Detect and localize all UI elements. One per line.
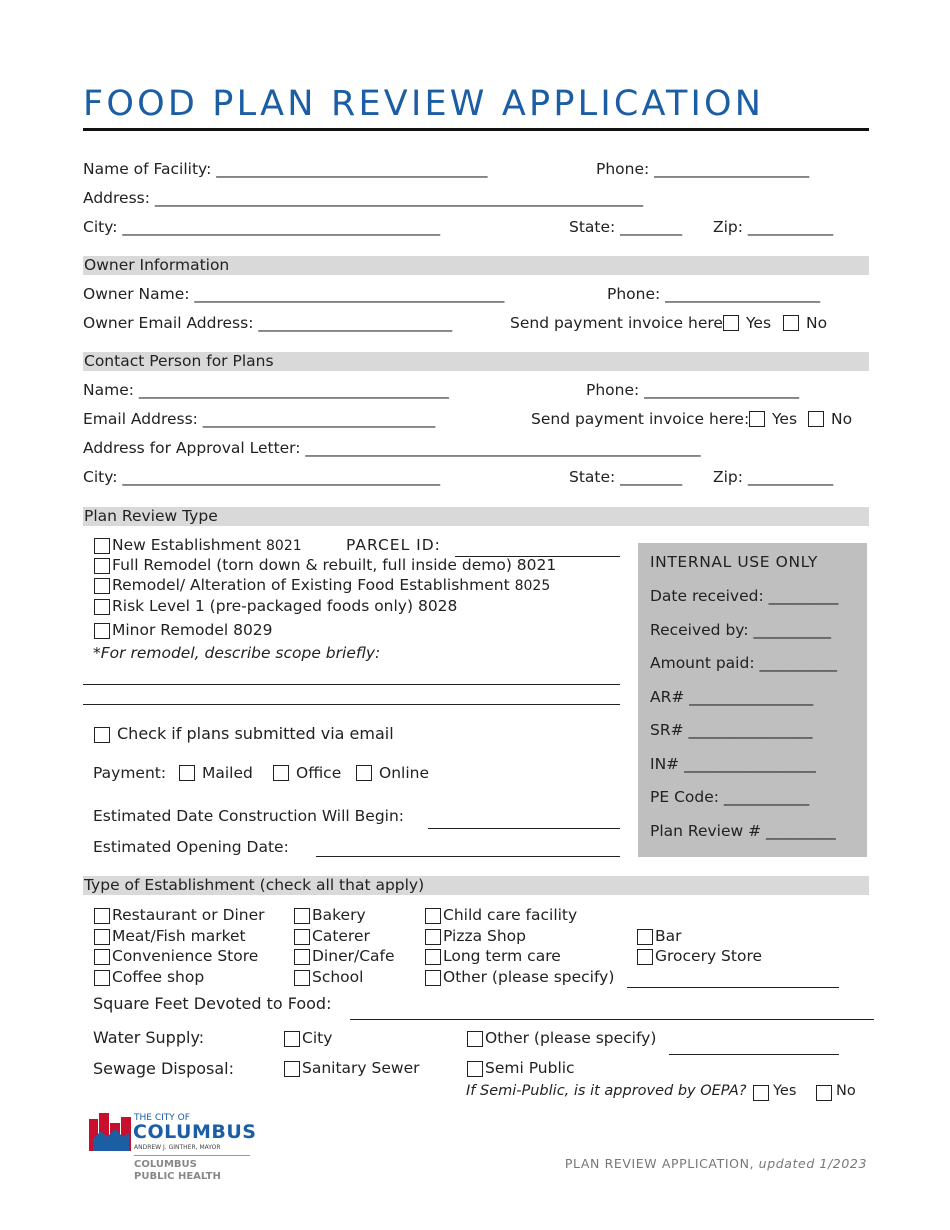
child-care-checkbox[interactable] xyxy=(425,908,441,924)
long-term-care-checkbox[interactable] xyxy=(425,949,441,965)
footer-doc-label xyxy=(565,1156,867,1171)
grocery-store-checkbox[interactable] xyxy=(637,949,653,965)
meat-fish-checkbox[interactable] xyxy=(94,929,110,945)
payment-online-label: Online xyxy=(379,764,429,782)
bakery-label: Bakery xyxy=(312,906,366,924)
facility-state-field[interactable]: State: ________ xyxy=(569,218,683,236)
bar-checkbox[interactable] xyxy=(637,929,653,945)
sewage-sanitary-label: Sanitary Sewer xyxy=(302,1059,420,1077)
plan-heading: Plan Review Type xyxy=(84,507,218,525)
other-establishment-label: Other (please specify) xyxy=(443,968,615,986)
payment-online-checkbox[interactable] xyxy=(356,765,372,781)
oepa-yes-checkbox[interactable] xyxy=(753,1085,769,1101)
other-establishment-input[interactable] xyxy=(627,987,839,988)
convenience-store-label: Convenience Store xyxy=(112,947,259,965)
owner-invoice-yes-label: Yes xyxy=(746,314,772,332)
bakery-checkbox[interactable] xyxy=(294,908,310,924)
convenience-store-checkbox[interactable] xyxy=(94,949,110,965)
logo-columbus-health: COLUMBUS xyxy=(134,1159,197,1170)
internal-pe-code[interactable]: PE Code: ___________ xyxy=(650,788,810,806)
internal-plan-review-number[interactable]: Plan Review # _________ xyxy=(650,822,836,840)
internal-heading: INTERNAL USE ONLY xyxy=(650,553,818,571)
page-title: FOOD PLAN REVIEW APPLICATION xyxy=(83,84,765,124)
meat-fish-label: Meat/Fish market xyxy=(112,927,246,945)
water-other-label: Other (please specify) xyxy=(485,1029,657,1047)
facility-name-field[interactable]: Name of Facility: ___________________________________ xyxy=(83,160,488,178)
restaurant-label: Restaurant or Diner xyxy=(112,906,265,924)
contact-invoice-no-label: No xyxy=(831,410,853,428)
logo-divider xyxy=(134,1155,250,1156)
payment-mailed-checkbox[interactable] xyxy=(179,765,195,781)
water-city-checkbox[interactable] xyxy=(284,1031,300,1047)
facility-zip-field[interactable]: Zip: ___________ xyxy=(713,218,834,236)
owner-name-field[interactable]: Owner Name: ________________________________________ xyxy=(83,285,505,303)
new-establishment-label: New Establishment 8021 xyxy=(112,536,302,554)
city-skyline-logo-icon xyxy=(89,1113,131,1151)
water-other-input[interactable] xyxy=(669,1054,839,1055)
owner-invoice-no-label: No xyxy=(806,314,828,332)
risk-level-checkbox[interactable] xyxy=(94,599,110,615)
square-feet-label: Square Feet Devoted to Food: xyxy=(93,994,332,1013)
coffee-shop-checkbox[interactable] xyxy=(94,970,110,986)
remodel-scope-line-1[interactable] xyxy=(83,684,620,685)
contact-zip-field[interactable]: Zip: ___________ xyxy=(713,468,834,486)
risk-level-label: Risk Level 1 (pre-packaged foods only) 8028 xyxy=(112,597,458,615)
remodel-scope-line-2[interactable] xyxy=(83,704,620,705)
oepa-no-checkbox[interactable] xyxy=(816,1085,832,1101)
pizza-shop-label: Pizza Shop xyxy=(443,927,526,945)
contact-invoice-label: Send payment invoice here: xyxy=(531,410,750,428)
logo-city-of: THE CITY OF xyxy=(134,1113,190,1123)
contact-state-field[interactable]: State: ________ xyxy=(569,468,683,486)
minor-remodel-label: Minor Remodel 8029 xyxy=(112,621,273,639)
pizza-shop-checkbox[interactable] xyxy=(425,929,441,945)
contact-invoice-yes-label: Yes xyxy=(772,410,798,428)
contact-heading: Contact Person for Plans xyxy=(84,352,274,370)
owner-phone-field[interactable]: Phone: ____________________ xyxy=(607,285,821,303)
contact-section-header xyxy=(83,352,869,371)
long-term-care-label: Long term care xyxy=(443,947,561,965)
contact-name-field[interactable]: Name: ________________________________________ xyxy=(83,381,449,399)
email-submitted-label: Check if plans submitted via email xyxy=(117,724,394,743)
internal-received-by[interactable]: Received by: __________ xyxy=(650,621,831,639)
internal-ar-number[interactable]: AR# ________________ xyxy=(650,688,814,706)
internal-date-received[interactable]: Date received: _________ xyxy=(650,587,839,605)
plan-section-header xyxy=(83,507,869,526)
payment-mailed-label: Mailed xyxy=(202,764,253,782)
new-establishment-checkbox[interactable] xyxy=(94,538,110,554)
facility-city-field[interactable]: City: _________________________________________ xyxy=(83,218,441,236)
child-care-label: Child care facility xyxy=(443,906,578,924)
contact-phone-field[interactable]: Phone: ____________________ xyxy=(586,381,800,399)
caterer-checkbox[interactable] xyxy=(294,929,310,945)
internal-in-number[interactable]: IN# _________________ xyxy=(650,755,816,773)
email-submitted-checkbox[interactable] xyxy=(94,727,110,743)
payment-label: Payment: xyxy=(93,764,167,782)
owner-invoice-label: Send payment invoice here xyxy=(510,314,723,332)
sewage-label: Sewage Disposal: xyxy=(93,1059,234,1078)
caterer-label: Caterer xyxy=(312,927,370,945)
owner-invoice-no-checkbox[interactable] xyxy=(783,315,799,331)
internal-sr-number[interactable]: SR# ________________ xyxy=(650,721,813,739)
water-city-label: City xyxy=(302,1029,333,1047)
diner-cafe-label: Diner/Cafe xyxy=(312,947,395,965)
payment-office-label: Office xyxy=(296,764,342,782)
establishment-section-header xyxy=(83,876,869,895)
contact-invoice-no-checkbox[interactable] xyxy=(808,411,824,427)
owner-section-header xyxy=(83,256,869,275)
bar-label: Bar xyxy=(655,927,682,945)
opening-date-input[interactable] xyxy=(316,856,620,857)
full-remodel-label: Full Remodel (torn down & rebuilt, full inside demo) 8021 xyxy=(112,556,557,574)
owner-heading: Owner Information xyxy=(84,256,230,274)
water-supply-label: Water Supply: xyxy=(93,1028,205,1047)
footer-doc-name: PLAN REVIEW APPLICATION, xyxy=(564,1156,755,1171)
oepa-question: If Semi-Public, is it approved by OEPA? xyxy=(466,1083,747,1099)
sewage-semi-public-label: Semi Public xyxy=(485,1059,575,1077)
coffee-shop-label: Coffee shop xyxy=(112,968,205,986)
approval-address-field[interactable]: Address for Approval Letter: ___________________________________________________ xyxy=(83,439,701,457)
construction-date-input[interactable] xyxy=(428,828,620,829)
school-label: School xyxy=(312,968,364,986)
sewage-sanitary-checkbox[interactable] xyxy=(284,1061,300,1077)
logo-mayor: ANDREW J. GINTHER, MAYOR xyxy=(134,1144,221,1151)
internal-use-box xyxy=(638,543,867,857)
owner-invoice-yes-checkbox[interactable] xyxy=(723,315,739,331)
remodel-alteration-label: Remodel/ Alteration of Existing Food Establishment 8025 xyxy=(112,576,551,594)
other-establishment-checkbox[interactable] xyxy=(425,970,441,986)
contact-email-field[interactable]: Email Address: ______________________________ xyxy=(83,410,436,428)
oepa-yes-label: Yes xyxy=(773,1083,797,1099)
remodel-alteration-checkbox[interactable] xyxy=(94,578,110,594)
construction-date-label: Estimated Date Construction Will Begin: xyxy=(93,807,405,825)
facility-phone-field[interactable]: Phone: ____________________ xyxy=(596,160,810,178)
oepa-no-label: No xyxy=(836,1083,856,1099)
internal-amount-paid[interactable]: Amount paid: __________ xyxy=(650,654,837,672)
opening-date-label: Estimated Opening Date: xyxy=(93,838,289,856)
school-checkbox[interactable] xyxy=(294,970,310,986)
remodel-note: *For remodel, describe scope briefly: xyxy=(93,644,381,662)
establishment-heading: Type of Establishment (check all that apply) xyxy=(84,876,425,894)
water-other-checkbox[interactable] xyxy=(467,1031,483,1047)
footer-updated: updated 1/2023 xyxy=(758,1156,867,1171)
payment-office-checkbox[interactable] xyxy=(273,765,289,781)
full-remodel-checkbox[interactable] xyxy=(94,558,110,574)
logo-public-health: PUBLIC HEALTH xyxy=(134,1171,221,1182)
title-rule xyxy=(83,128,869,131)
restaurant-checkbox[interactable] xyxy=(94,908,110,924)
diner-cafe-checkbox[interactable] xyxy=(294,949,310,965)
minor-remodel-checkbox[interactable] xyxy=(94,623,110,639)
parcel-id-label: PARCEL ID: xyxy=(346,536,441,554)
contact-invoice-yes-checkbox[interactable] xyxy=(749,411,765,427)
square-feet-input[interactable] xyxy=(350,1019,874,1020)
sewage-semi-public-checkbox[interactable] xyxy=(467,1061,483,1077)
logo-columbus: COLUMBUS xyxy=(133,1121,257,1143)
contact-city-field[interactable]: City: _________________________________________ xyxy=(83,468,441,486)
facility-address-field[interactable]: Address: _______________________________________________________________ xyxy=(83,189,644,207)
owner-email-field[interactable]: Owner Email Address: _________________________ xyxy=(83,314,453,332)
grocery-store-label: Grocery Store xyxy=(655,947,763,965)
